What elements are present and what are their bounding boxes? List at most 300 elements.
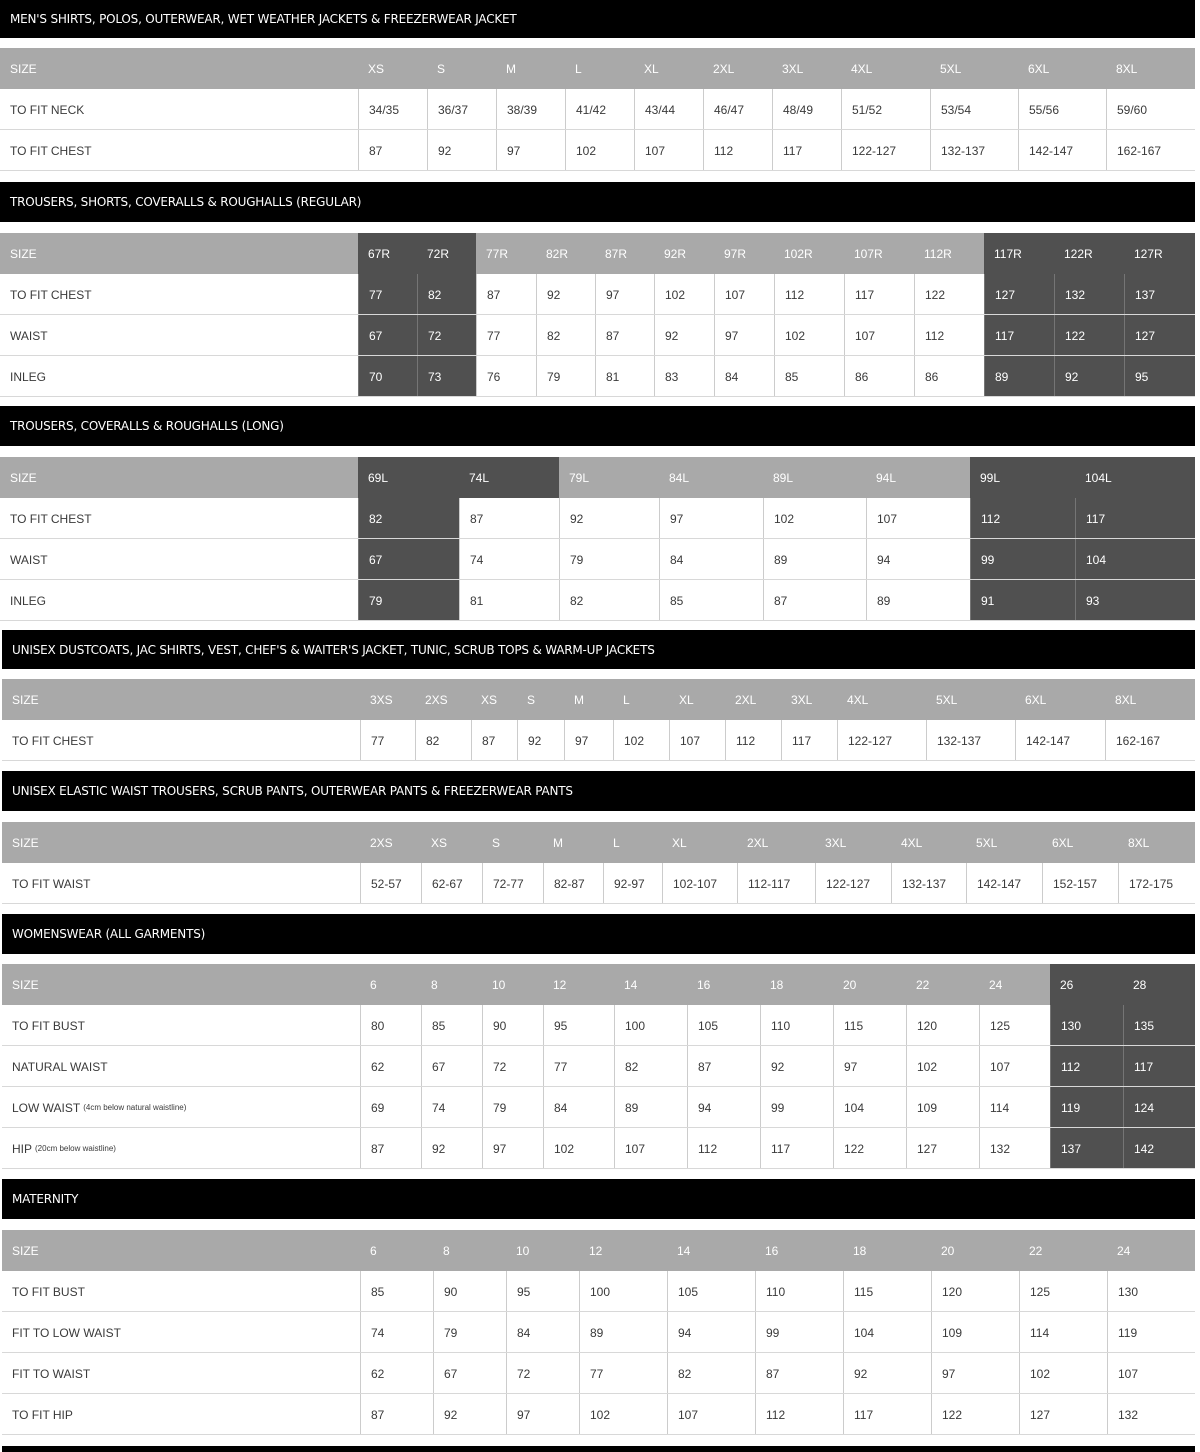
value-cell: 112 <box>755 1394 843 1435</box>
value-cell: 142-147 <box>1018 130 1106 171</box>
value-cell: 97 <box>595 274 654 315</box>
value-cell: 87 <box>595 315 654 356</box>
value-cell: 85 <box>659 580 763 621</box>
value-cell: 87 <box>459 498 559 539</box>
value-cell: 120 <box>906 1005 979 1046</box>
value-cell: 152-157 <box>1042 863 1118 904</box>
size-header-cell: 22 <box>1029 1243 1043 1258</box>
value-cell: 43/44 <box>634 89 703 130</box>
value-cell: 107 <box>634 130 703 171</box>
value-cell: 87 <box>476 274 536 315</box>
row-label-note: (20cm below waistline) <box>35 1144 116 1153</box>
value-cell: 36/37 <box>427 89 496 130</box>
size-header-cell: 6XL <box>1052 835 1074 850</box>
row-label <box>0 89 358 130</box>
value-cell: 172-175 <box>1118 863 1195 904</box>
row-label <box>0 580 358 621</box>
value-cell: 89 <box>614 1087 687 1128</box>
value-cell: 93 <box>1075 580 1195 621</box>
value-cell: 67 <box>433 1353 506 1394</box>
value-cell: 125 <box>979 1005 1050 1046</box>
value-cell: 162-167 <box>1105 720 1195 761</box>
value-cell: 112-117 <box>737 863 815 904</box>
row-divider <box>0 170 1195 171</box>
value-cell: 102 <box>579 1394 667 1435</box>
value-cell: 122 <box>833 1128 906 1169</box>
value-cell: 102 <box>654 274 714 315</box>
value-cell: 122-127 <box>837 720 926 761</box>
row-label <box>2 1271 360 1312</box>
value-cell: 72 <box>506 1353 579 1394</box>
size-header-cell: 24 <box>989 977 1003 992</box>
size-header-cell: 18 <box>853 1243 867 1258</box>
value-cell: 90 <box>433 1271 506 1312</box>
size-header-cell: 14 <box>677 1243 691 1258</box>
value-cell: 97 <box>564 720 613 761</box>
value-cell: 107 <box>844 315 914 356</box>
section-title: UNISEX ELASTIC WAIST TROUSERS, SCRUB PANTS, OUTERWEAR PANTS & FREEZERWEAR PANTS <box>2 771 1195 811</box>
value-cell: 62-67 <box>421 863 482 904</box>
value-cell: 122-127 <box>841 130 930 171</box>
value-cell: 109 <box>906 1087 979 1128</box>
value-cell: 107 <box>979 1046 1050 1087</box>
size-header-cell: 102R <box>784 246 813 261</box>
value-cell: 97 <box>659 498 763 539</box>
size-header-cell: 112R <box>924 246 952 261</box>
size-header-cell: 127R <box>1124 233 1195 274</box>
size-header-cell: 99L <box>980 470 1001 485</box>
value-cell: 84 <box>543 1087 614 1128</box>
value-cell: 72-77 <box>482 863 543 904</box>
size-header-cell: 3XS <box>370 692 393 707</box>
value-cell: 102 <box>613 720 669 761</box>
size-header-cell: 4XL <box>901 835 923 850</box>
size-header-cell: 10 <box>516 1243 530 1258</box>
size-header-cell: 2XL <box>747 835 769 850</box>
row-label <box>0 315 358 356</box>
value-cell: 105 <box>667 1271 755 1312</box>
value-cell: 112 <box>687 1128 760 1169</box>
value-cell: 74 <box>421 1087 482 1128</box>
size-header-cell: 20 <box>941 1243 955 1258</box>
size-header-cell: 2XS <box>425 692 448 707</box>
row-label-text: TO FIT BUST <box>12 1018 85 1033</box>
size-header-cell: L <box>575 61 582 76</box>
value-cell: 85 <box>421 1005 482 1046</box>
size-header-cell: 104L <box>1085 470 1112 485</box>
row-label <box>2 720 360 761</box>
value-cell: 107 <box>667 1394 755 1435</box>
value-cell: 107 <box>669 720 725 761</box>
row-label <box>2 1353 360 1394</box>
row-label <box>2 1087 360 1128</box>
value-cell: 82 <box>358 498 459 539</box>
size-header-cell: 122R <box>1054 233 1124 274</box>
size-header-cell: 67R <box>358 233 417 274</box>
row-label <box>2 1312 360 1353</box>
row-divider <box>0 396 1195 397</box>
value-cell: 87 <box>763 580 866 621</box>
value-cell: 132-137 <box>926 720 1015 761</box>
value-cell: 92 <box>760 1046 833 1087</box>
value-cell: 112 <box>914 315 984 356</box>
value-cell: 112 <box>1050 1046 1123 1087</box>
value-cell: 124 <box>1123 1087 1195 1128</box>
value-cell: 127 <box>984 274 1054 315</box>
row-divider <box>2 1434 1195 1435</box>
section-title: TROUSERS, SHORTS, COVERALLS & ROUGHALLS (REGULAR) <box>0 182 1195 222</box>
size-header-cell: 8XL <box>1128 835 1150 850</box>
size-header-cell: 84L <box>669 470 690 485</box>
value-cell: 87 <box>755 1353 843 1394</box>
value-cell: 137 <box>1124 274 1195 315</box>
value-cell: 89 <box>866 580 970 621</box>
section-title: UNISEX DUSTCOATS, JAC SHIRTS, VEST, CHEF'S & WAITER'S JACKET, TUNIC, SCRUB TOPS & WARM-UP JACKETS <box>2 630 1195 669</box>
value-cell: 79 <box>358 580 459 621</box>
value-cell: 84 <box>506 1312 579 1353</box>
row-label-text: WAIST <box>10 328 48 343</box>
value-cell: 110 <box>755 1271 843 1312</box>
row-divider <box>2 760 1195 761</box>
value-cell: 85 <box>360 1271 433 1312</box>
size-header-cell: 8XL <box>1116 61 1138 76</box>
value-cell: 92 <box>843 1353 931 1394</box>
size-header-cell: XS <box>368 61 385 76</box>
row-label-text: FIT TO LOW WAIST <box>12 1325 121 1340</box>
size-header-cell: 6 <box>370 977 377 992</box>
header-label: SIZE <box>12 977 39 992</box>
size-header-cell: XL <box>644 61 659 76</box>
value-cell: 107 <box>614 1128 687 1169</box>
size-header-cell: 22 <box>916 977 930 992</box>
section-title: WOMENSWEAR (ALL GARMENTS) <box>2 914 1195 954</box>
value-cell: 90 <box>482 1005 543 1046</box>
row-label <box>2 1394 360 1435</box>
size-header-cell: 24 <box>1117 1243 1131 1258</box>
value-cell: 99 <box>970 539 1075 580</box>
header-label: SIZE <box>12 692 39 707</box>
value-cell: 142-147 <box>966 863 1042 904</box>
value-cell: 86 <box>844 356 914 397</box>
value-cell: 86 <box>914 356 984 397</box>
value-cell: 89 <box>579 1312 667 1353</box>
row-divider <box>2 1168 1195 1169</box>
value-cell: 72 <box>417 315 476 356</box>
size-header-cell: 82R <box>546 246 569 261</box>
value-cell: 99 <box>755 1312 843 1353</box>
value-cell: 102 <box>565 130 634 171</box>
bottom-rule <box>2 1446 1195 1452</box>
value-cell: 51/52 <box>841 89 930 130</box>
value-cell: 109 <box>931 1312 1019 1353</box>
value-cell: 38/39 <box>496 89 565 130</box>
value-cell: 104 <box>1075 539 1195 580</box>
value-cell: 100 <box>614 1005 687 1046</box>
value-cell: 81 <box>459 580 559 621</box>
value-cell: 102 <box>543 1128 614 1169</box>
value-cell: 100 <box>579 1271 667 1312</box>
size-header-cell: 2XL <box>735 692 757 707</box>
value-cell: 132 <box>1054 274 1124 315</box>
size-header-cell: XS <box>431 835 448 850</box>
value-cell: 77 <box>579 1353 667 1394</box>
value-cell: 142 <box>1123 1128 1195 1169</box>
size-header-cell: 6XL <box>1028 61 1050 76</box>
value-cell: 92 <box>517 720 564 761</box>
size-header-cell: XS <box>481 692 498 707</box>
size-header-cell: 16 <box>765 1243 779 1258</box>
value-cell: 89 <box>984 356 1054 397</box>
value-cell: 112 <box>703 130 772 171</box>
size-header-cell: 117R <box>984 233 1054 274</box>
value-cell: 67 <box>358 539 459 580</box>
value-cell: 117 <box>844 274 914 315</box>
size-header-cell: 97R <box>724 246 747 261</box>
size-header-cell: 5XL <box>936 692 958 707</box>
row-label-text: TO FIT CHEST <box>10 511 92 526</box>
value-cell: 82 <box>415 720 471 761</box>
value-cell: 95 <box>1124 356 1195 397</box>
value-cell: 84 <box>659 539 763 580</box>
value-cell: 92 <box>654 315 714 356</box>
value-cell: 62 <box>360 1046 421 1087</box>
value-cell: 97 <box>931 1353 1019 1394</box>
value-cell: 81 <box>595 356 654 397</box>
size-header-cell: 10 <box>492 977 506 992</box>
value-cell: 82 <box>667 1353 755 1394</box>
size-header-cell: M <box>506 61 516 76</box>
value-cell: 85 <box>774 356 844 397</box>
size-header-cell: 3XL <box>782 61 804 76</box>
row-label <box>0 356 358 397</box>
value-cell: 130 <box>1050 1005 1123 1046</box>
value-cell: 119 <box>1107 1312 1195 1353</box>
row-label <box>0 539 358 580</box>
value-cell: 97 <box>714 315 774 356</box>
size-header-cell: 12 <box>553 977 567 992</box>
value-cell: 122-127 <box>815 863 891 904</box>
row-label <box>0 274 358 315</box>
size-header-cell: 26 <box>1050 964 1123 1005</box>
value-cell: 77 <box>476 315 536 356</box>
value-cell: 132-137 <box>930 130 1018 171</box>
value-cell: 77 <box>543 1046 614 1087</box>
row-label-text: WAIST <box>10 552 48 567</box>
value-cell: 82-87 <box>543 863 603 904</box>
value-cell: 102 <box>906 1046 979 1087</box>
value-cell: 34/35 <box>358 89 427 130</box>
size-header-cell: 4XL <box>847 692 869 707</box>
size-header-cell: 69L <box>368 470 389 485</box>
value-cell: 137 <box>1050 1128 1123 1169</box>
size-header-cell: L <box>613 835 620 850</box>
value-cell: 92 <box>536 274 595 315</box>
row-label-text: TO FIT BUST <box>12 1284 85 1299</box>
row-label-text: LOW WAIST <box>12 1100 81 1115</box>
value-cell: 102 <box>763 498 866 539</box>
value-cell: 114 <box>1019 1312 1107 1353</box>
value-cell: 122 <box>931 1394 1019 1435</box>
value-cell: 82 <box>559 580 659 621</box>
value-cell: 94 <box>667 1312 755 1353</box>
value-cell: 112 <box>970 498 1075 539</box>
header-label: SIZE <box>12 835 39 850</box>
size-header-cell: 12 <box>589 1243 603 1258</box>
size-header-cell: S <box>437 61 446 76</box>
value-cell: 115 <box>843 1271 931 1312</box>
size-header-cell: S <box>527 692 536 707</box>
row-label-text: INLEG <box>10 369 47 384</box>
value-cell: 89 <box>763 539 866 580</box>
value-cell: 92 <box>1054 356 1124 397</box>
value-cell: 79 <box>536 356 595 397</box>
size-header-cell: 79L <box>569 470 590 485</box>
value-cell: 102 <box>774 315 844 356</box>
row-label <box>2 863 360 904</box>
value-cell: 162-167 <box>1106 130 1195 171</box>
row-label-note: (4cm below natural waistline) <box>83 1103 187 1112</box>
size-header-cell: 3XL <box>825 835 847 850</box>
row-label <box>2 1005 360 1046</box>
row-label-text: INLEG <box>10 593 47 608</box>
row-label-text: HIP <box>12 1141 33 1156</box>
size-header-cell: M <box>574 692 584 707</box>
value-cell: 92 <box>559 498 659 539</box>
header-label: SIZE <box>12 1243 39 1258</box>
value-cell: 87 <box>471 720 517 761</box>
size-header-cell: 94L <box>876 470 897 485</box>
value-cell: 122 <box>1054 315 1124 356</box>
value-cell: 84 <box>714 356 774 397</box>
value-cell: 80 <box>360 1005 421 1046</box>
value-cell: 99 <box>760 1087 833 1128</box>
value-cell: 59/60 <box>1106 89 1195 130</box>
value-cell: 110 <box>760 1005 833 1046</box>
value-cell: 104 <box>843 1312 931 1353</box>
size-header-cell: 2XS <box>370 835 393 850</box>
value-cell: 87 <box>360 1394 433 1435</box>
value-cell: 117 <box>984 315 1054 356</box>
value-cell: 82 <box>417 274 476 315</box>
value-cell: 82 <box>536 315 595 356</box>
size-header-cell: 6 <box>370 1243 377 1258</box>
value-cell: 95 <box>506 1271 579 1312</box>
header-label: SIZE <box>10 470 37 485</box>
value-cell: 87 <box>360 1128 421 1169</box>
value-cell: 67 <box>421 1046 482 1087</box>
value-cell: 117 <box>772 130 841 171</box>
row-label <box>0 130 358 171</box>
value-cell: 97 <box>833 1046 906 1087</box>
value-cell: 97 <box>496 130 565 171</box>
row-label-text: FIT TO WAIST <box>12 1366 91 1381</box>
value-cell: 127 <box>1019 1394 1107 1435</box>
value-cell: 112 <box>725 720 781 761</box>
value-cell: 117 <box>1075 498 1195 539</box>
value-cell: 67 <box>358 315 417 356</box>
size-header-cell: 77R <box>486 246 509 261</box>
size-header-cell: 8 <box>443 1243 450 1258</box>
section-title: TROUSERS, COVERALLS & ROUGHALLS (LONG) <box>0 406 1195 446</box>
value-cell: 92-97 <box>603 863 662 904</box>
value-cell: 132 <box>1107 1394 1195 1435</box>
value-cell: 107 <box>866 498 970 539</box>
row-label-text: TO FIT NECK <box>10 102 85 117</box>
value-cell: 87 <box>358 130 427 171</box>
value-cell: 79 <box>482 1087 543 1128</box>
value-cell: 125 <box>1019 1271 1107 1312</box>
value-cell: 83 <box>654 356 714 397</box>
size-header-cell: 16 <box>697 977 711 992</box>
size-header-cell: 14 <box>624 977 638 992</box>
row-label-text: TO FIT CHEST <box>12 733 94 748</box>
value-cell: 87 <box>687 1046 760 1087</box>
value-cell: 69 <box>360 1087 421 1128</box>
value-cell: 55/56 <box>1018 89 1106 130</box>
size-header-cell: 107R <box>854 246 883 261</box>
value-cell: 130 <box>1107 1271 1195 1312</box>
size-header-cell: 18 <box>770 977 784 992</box>
size-header-cell: 6XL <box>1025 692 1047 707</box>
value-cell: 92 <box>427 130 496 171</box>
value-cell: 73 <box>417 356 476 397</box>
value-cell: 97 <box>482 1128 543 1169</box>
value-cell: 95 <box>543 1005 614 1046</box>
size-header-cell: L <box>623 692 630 707</box>
row-label <box>2 1046 360 1087</box>
value-cell: 72 <box>482 1046 543 1087</box>
value-cell: 74 <box>459 539 559 580</box>
value-cell: 119 <box>1050 1087 1123 1128</box>
row-label-text: TO FIT CHEST <box>10 287 92 302</box>
value-cell: 48/49 <box>772 89 841 130</box>
value-cell: 92 <box>421 1128 482 1169</box>
row-label-text: TO FIT WAIST <box>12 876 91 891</box>
value-cell: 117 <box>781 720 837 761</box>
value-cell: 76 <box>476 356 536 397</box>
row-divider <box>2 903 1195 904</box>
size-header-cell: 28 <box>1123 964 1195 1005</box>
size-header-cell: 3XL <box>791 692 813 707</box>
row-label-text: NATURAL WAIST <box>12 1059 108 1074</box>
header-label: SIZE <box>10 61 37 76</box>
row-divider <box>0 620 1195 621</box>
size-header-cell: 8XL <box>1115 692 1137 707</box>
size-header-cell: 89L <box>773 470 794 485</box>
value-cell: 74 <box>360 1312 433 1353</box>
value-cell: 97 <box>506 1394 579 1435</box>
size-header-cell: 87R <box>605 246 628 261</box>
value-cell: 92 <box>433 1394 506 1435</box>
value-cell: 107 <box>1107 1353 1195 1394</box>
value-cell: 102-107 <box>662 863 737 904</box>
value-cell: 91 <box>970 580 1075 621</box>
size-header-cell: S <box>492 835 501 850</box>
value-cell: 132 <box>979 1128 1050 1169</box>
value-cell: 79 <box>433 1312 506 1353</box>
size-header-cell: 4XL <box>851 61 873 76</box>
value-cell: 104 <box>833 1087 906 1128</box>
value-cell: 117 <box>843 1394 931 1435</box>
size-header-cell: 72R <box>417 233 476 274</box>
value-cell: 115 <box>833 1005 906 1046</box>
size-header-cell: XL <box>679 692 694 707</box>
value-cell: 127 <box>1124 315 1195 356</box>
value-cell: 117 <box>1123 1046 1195 1087</box>
header-label: SIZE <box>10 246 37 261</box>
value-cell: 70 <box>358 356 417 397</box>
size-header-cell: XL <box>672 835 687 850</box>
